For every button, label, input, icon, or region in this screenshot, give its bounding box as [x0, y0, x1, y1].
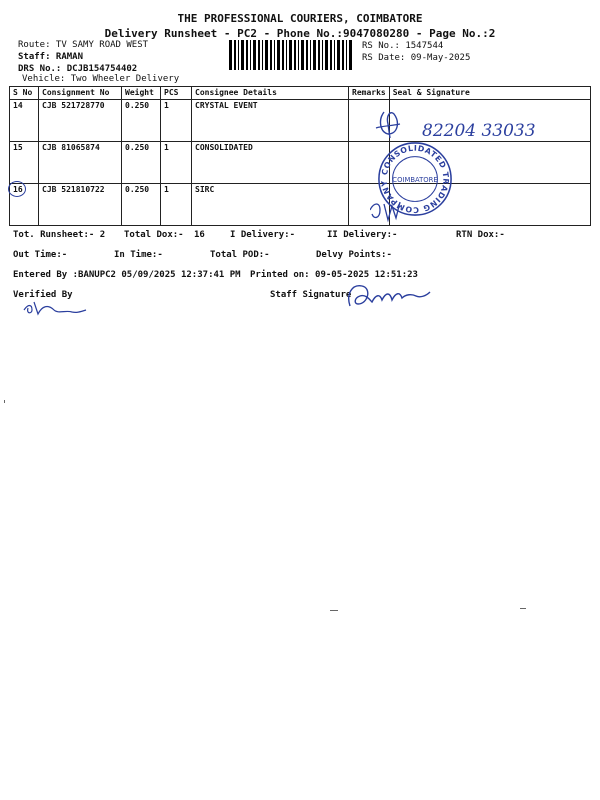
verified-by-label: Verified By [13, 290, 73, 300]
barcode-bar [306, 40, 308, 70]
delvy-points: Delvy Points:- [316, 250, 392, 260]
tot-runsheet: Tot. Runsheet:- 2 [13, 230, 106, 240]
runsheet-subtitle: Delivery Runsheet - PC2 - Phone No.:9047080280 - Page No.:2 [104, 27, 496, 40]
barcode-bar [330, 40, 332, 70]
cell-sno: 14 [10, 100, 39, 142]
header-seal: Seal & Signature [389, 87, 590, 100]
drs-number: DRS No.: DCJB154754402 [18, 64, 138, 74]
barcode-bar [258, 40, 260, 70]
in-time: In Time:- [114, 250, 163, 260]
barcode-bar [246, 40, 248, 70]
scan-speck [4, 400, 5, 403]
staff-signature-mark [342, 280, 432, 312]
cell-consignment: CJB 521810722 [39, 184, 122, 226]
barcode-bar [310, 40, 311, 70]
company-seal-stamp [376, 140, 454, 218]
cell-sno: 16 [10, 184, 39, 226]
cell-consignee: CONSOLIDATED [192, 142, 349, 184]
barcode-bar [313, 40, 316, 70]
printed-on: Printed on: 09-05-2025 12:51:23 [250, 270, 418, 280]
barcode-bar [229, 40, 232, 70]
vehicle-text: Vehicle: Two Wheeler Delivery [22, 74, 180, 84]
rtn-dox: RTN Dox:- [456, 230, 505, 240]
barcode-bar [286, 40, 287, 70]
header-sno: S No [10, 87, 39, 100]
handwritten-phone: 82204 33033 [422, 121, 536, 141]
barcode-bar [253, 40, 256, 70]
barcode-bar [349, 40, 352, 70]
total-dox-label: Total Dox:- [124, 230, 184, 240]
company-title: THE PROFESSIONAL COURIERS, COIMBATORE [177, 12, 423, 25]
cell-consignee: CRYSTAL EVENT [192, 100, 349, 142]
barcode [229, 40, 355, 70]
barcode-bar [289, 40, 292, 70]
barcode-bar [282, 40, 284, 70]
cell-consignee: SIRC [192, 184, 349, 226]
stamp-center-text: COIMBATORE [392, 175, 438, 184]
barcode-bar [337, 40, 340, 70]
rs-date: RS Date: 09-May-2025 [362, 53, 471, 63]
barcode-bar [241, 40, 244, 70]
cell-weight: 0.250 [122, 184, 161, 226]
barcode-bar [238, 40, 239, 70]
barcode-bar [298, 40, 299, 70]
scan-speck [330, 610, 338, 611]
cell-pcs: 1 [161, 100, 192, 142]
cell-consignment: CJB 81065874 [39, 142, 122, 184]
scan-speck [520, 608, 526, 609]
barcode-bar [250, 40, 251, 70]
stamp-ring-text: CONSOLIDATED TRADING COMPANY [379, 143, 451, 215]
barcode-bar [274, 40, 275, 70]
cell-pcs: 1 [161, 184, 192, 226]
barcode-bar [346, 40, 347, 70]
staff-signature-label: Staff Signature [270, 290, 352, 300]
route-text: Route: TV SAMY ROAD WEST [18, 40, 149, 50]
out-time: Out Time:- [13, 250, 68, 260]
entered-by: Entered By :BANUPC2 05/09/2025 12:37:41 PM [13, 270, 241, 280]
barcode-bar [334, 40, 335, 70]
cell-weight: 0.250 [122, 100, 161, 142]
barcode-bar [301, 40, 304, 70]
staff-text: Staff: RAMAN [18, 52, 84, 62]
hand-circle-mark [7, 180, 27, 198]
total-dox-value: 16 [194, 230, 205, 240]
header-consignee: Consignee Details [192, 87, 349, 100]
barcode-bar [234, 40, 236, 70]
rs-number: RS No.: 1547544 [362, 41, 444, 51]
cell-weight: 0.250 [122, 142, 161, 184]
barcode-bar [322, 40, 323, 70]
barcode-bar [265, 40, 268, 70]
barcode-bar [342, 40, 344, 70]
barcode-bar [318, 40, 320, 70]
header-weight: Weight [122, 87, 161, 100]
cell-consignment: CJB 521728770 [39, 100, 122, 142]
cell-sno: 15 [10, 142, 39, 184]
barcode-bar [277, 40, 280, 70]
barcode-bar [270, 40, 272, 70]
ii-delivery: II Delivery:- [327, 230, 398, 240]
header-pcs: PCS [161, 87, 192, 100]
total-pod: Total POD:- [210, 250, 270, 260]
i-delivery: I Delivery:- [230, 230, 296, 240]
cell-pcs: 1 [161, 142, 192, 184]
header-remarks: Remarks [349, 87, 390, 100]
barcode-bar [262, 40, 263, 70]
barcode-bar [325, 40, 328, 70]
verified-signature-mark [20, 296, 90, 318]
header-consignment: Consignment No [39, 87, 122, 100]
barcode-bar [294, 40, 296, 70]
